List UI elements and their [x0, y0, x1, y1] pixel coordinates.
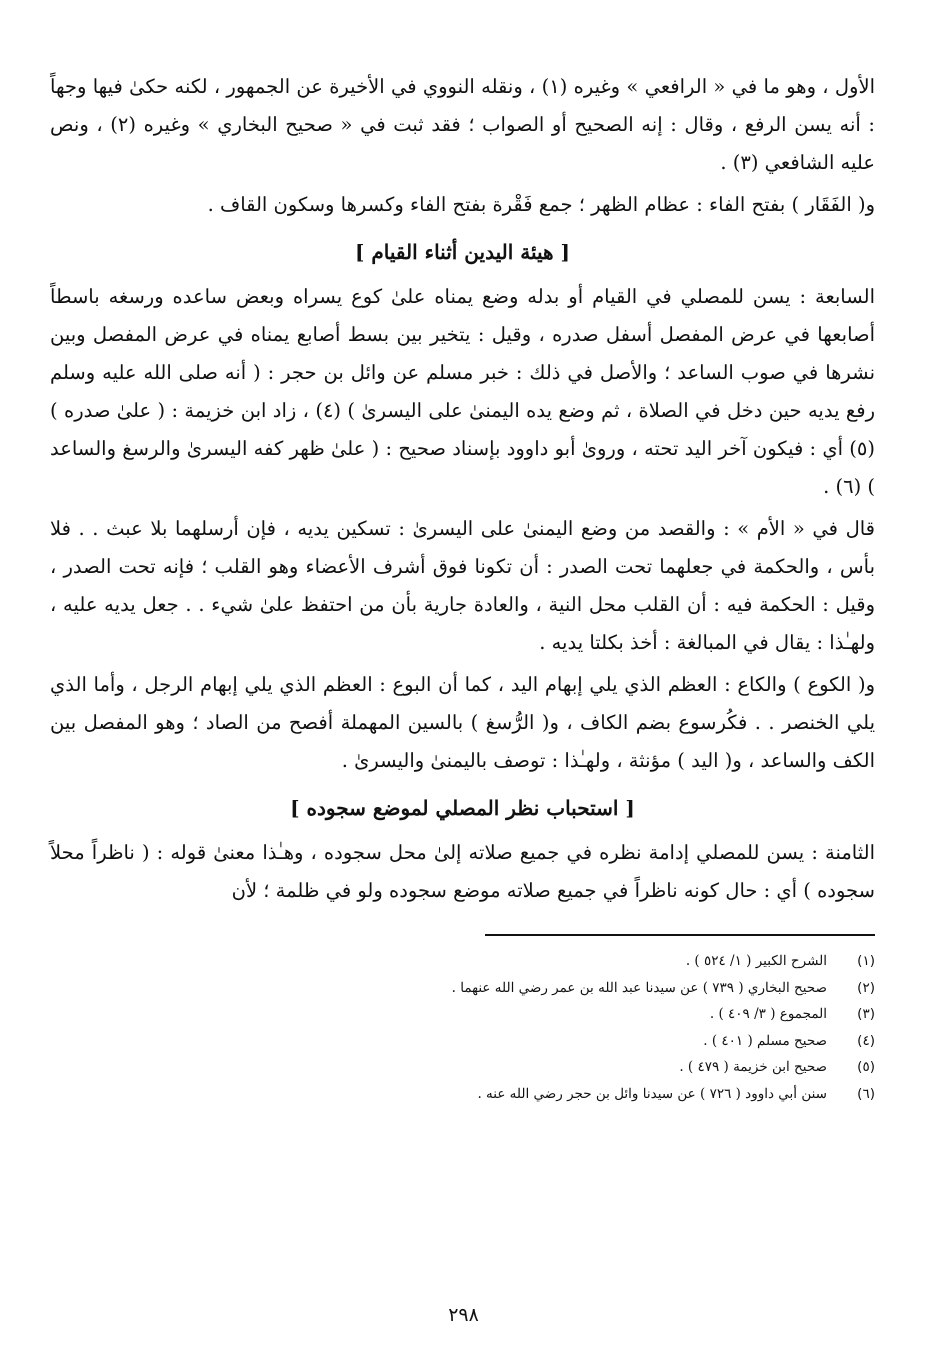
footnote-number: (٦) [857, 1085, 875, 1102]
footnote-number: (٥) [857, 1059, 875, 1075]
footnote [50, 975, 875, 1002]
paragraph: قال في « الأم » : والقصد من وضع اليمنىٰ على اليسرىٰ : تسكين يديه ، فإن أرسلهما بلا عبث . . فلا بأس ، والحكمة في جعلهما تحت الصدر : أن تكونا فوق أشرف الأعضاء وهو القلب ؛ فإنه تحت الصدر ، وقيل : الحكمة فيه : أن القلب محل النية ، والعادة جارية بأن من احتفظ علىٰ شيء . . جعل يديه عليه ، ولهـٰذا : يقال في المبالغة : أخذ بكلتا يديه . [50, 517, 875, 654]
section-heading: [ هيئة اليدين أثناء القيام ] [50, 236, 875, 268]
footnote [50, 1081, 875, 1108]
footnote-text: صحيح مسلم ( ٤٠١ ) . [703, 1032, 827, 1049]
footnote-number: (١) [857, 953, 875, 969]
footnote-divider [485, 934, 875, 936]
paragraph: و( الفَقَار ) بفتح الفاء : عظام الظهر ؛ جمع فَقْرة بفتح الفاء وكسرها وسكون القاف . [207, 193, 875, 216]
footnote-text: صحيح البخاري ( ٧٣٩ ) عن سيدنا عبد الله بن عمر رضي الله عنهما . [451, 979, 827, 996]
footnote [50, 1054, 875, 1081]
footnote [50, 948, 875, 975]
paragraph: و( الكوع ) والكاع : العظم الذي يلي إبهام اليد ، كما أن البوع : العظم الذي يلي إبهام الرجل ، وأما الذي يلي الخنصر . . فكُرسوع بضم الكاف ، و( الرُّسغ ) بالسين المهملة أفصح من الصاد ؛ وهو المفصل بين الكف والساعد ، و( اليد ) مؤنثة ، ولهـٰذا : توصف باليمنىٰ واليسرىٰ . [50, 673, 875, 772]
footnote [50, 1001, 875, 1028]
page-number: ٢٩٨ [448, 1304, 479, 1326]
footnote-text: صحيح ابن خزيمة ( ٤٧٩ ) . [679, 1059, 827, 1075]
footnote-text: المجموع ( ٣/ ٤٠٩ ) . [709, 1006, 827, 1022]
footnote-number: (٢) [857, 979, 875, 996]
section-heading: [ استحباب نظر المصلي لموضع سجوده ] [50, 792, 875, 824]
paragraph: السابعة : يسن للمصلي في القيام أو بدله وضع يمناه علىٰ كوع يسراه وبعض ساعده ورسغه باسطاً أصابعها في عرض المفصل أسفل صدره ، وقيل : يتخير بين بسط أصابع يمناه في عرض المفصل وبين نشرها في صوب الساعد ؛ والأصل في ذلك : خبر مسلم عن وائل بن حجر : ( أنه صلى الله عليه وسلم رفع يديه حين دخل في الصلاة ، ثم وضع يده اليمنىٰ على اليسرىٰ ) (٤) ، زاد ابن خزيمة : ( علىٰ صدره ) (٥) أي : فيكون آخر اليد تحته ، وروىٰ أبو داوود بإسناد صحيح : ( علىٰ ظهر كفه اليسرىٰ والرسغ والساعد ) (٦) . [50, 285, 876, 498]
footnote-text: سنن أبي داوود ( ٧٢٦ ) عن سيدنا وائل بن حجر رضي الله عنه . [477, 1085, 827, 1102]
footnote-text: الشرح الكبير ( ١/ ٥٢٤ ) . [685, 953, 827, 969]
footnote [50, 1028, 875, 1055]
footnote-number: (٤) [857, 1032, 875, 1049]
paragraph: الثامنة : يسن للمصلي إدامة نظره في جميع صلاته إلىٰ محل سجوده ، وهـٰذا معنىٰ قوله : ( ناظراً محلاً سجوده ) أي : حال كونه ناظراً في جميع صلاته موضع سجوده ولو في ظلمة ؛ لأن [50, 841, 875, 902]
footnotes [50, 948, 875, 1107]
paragraph: الأول ، وهو ما في « الرافعي » وغيره (١) ، ونقله النووي في الأخيرة عن الجمهور ، لكنه حكىٰ فيها وجهاً : أنه يسن الرفع ، وقال : إنه الصحيح أو الصواب ؛ فقد ثبت في « صحيح البخاري » وغيره (٢) ، ونص عليه الشافعي (٣) . [50, 75, 875, 174]
footnote-number: (٣) [857, 1006, 875, 1022]
